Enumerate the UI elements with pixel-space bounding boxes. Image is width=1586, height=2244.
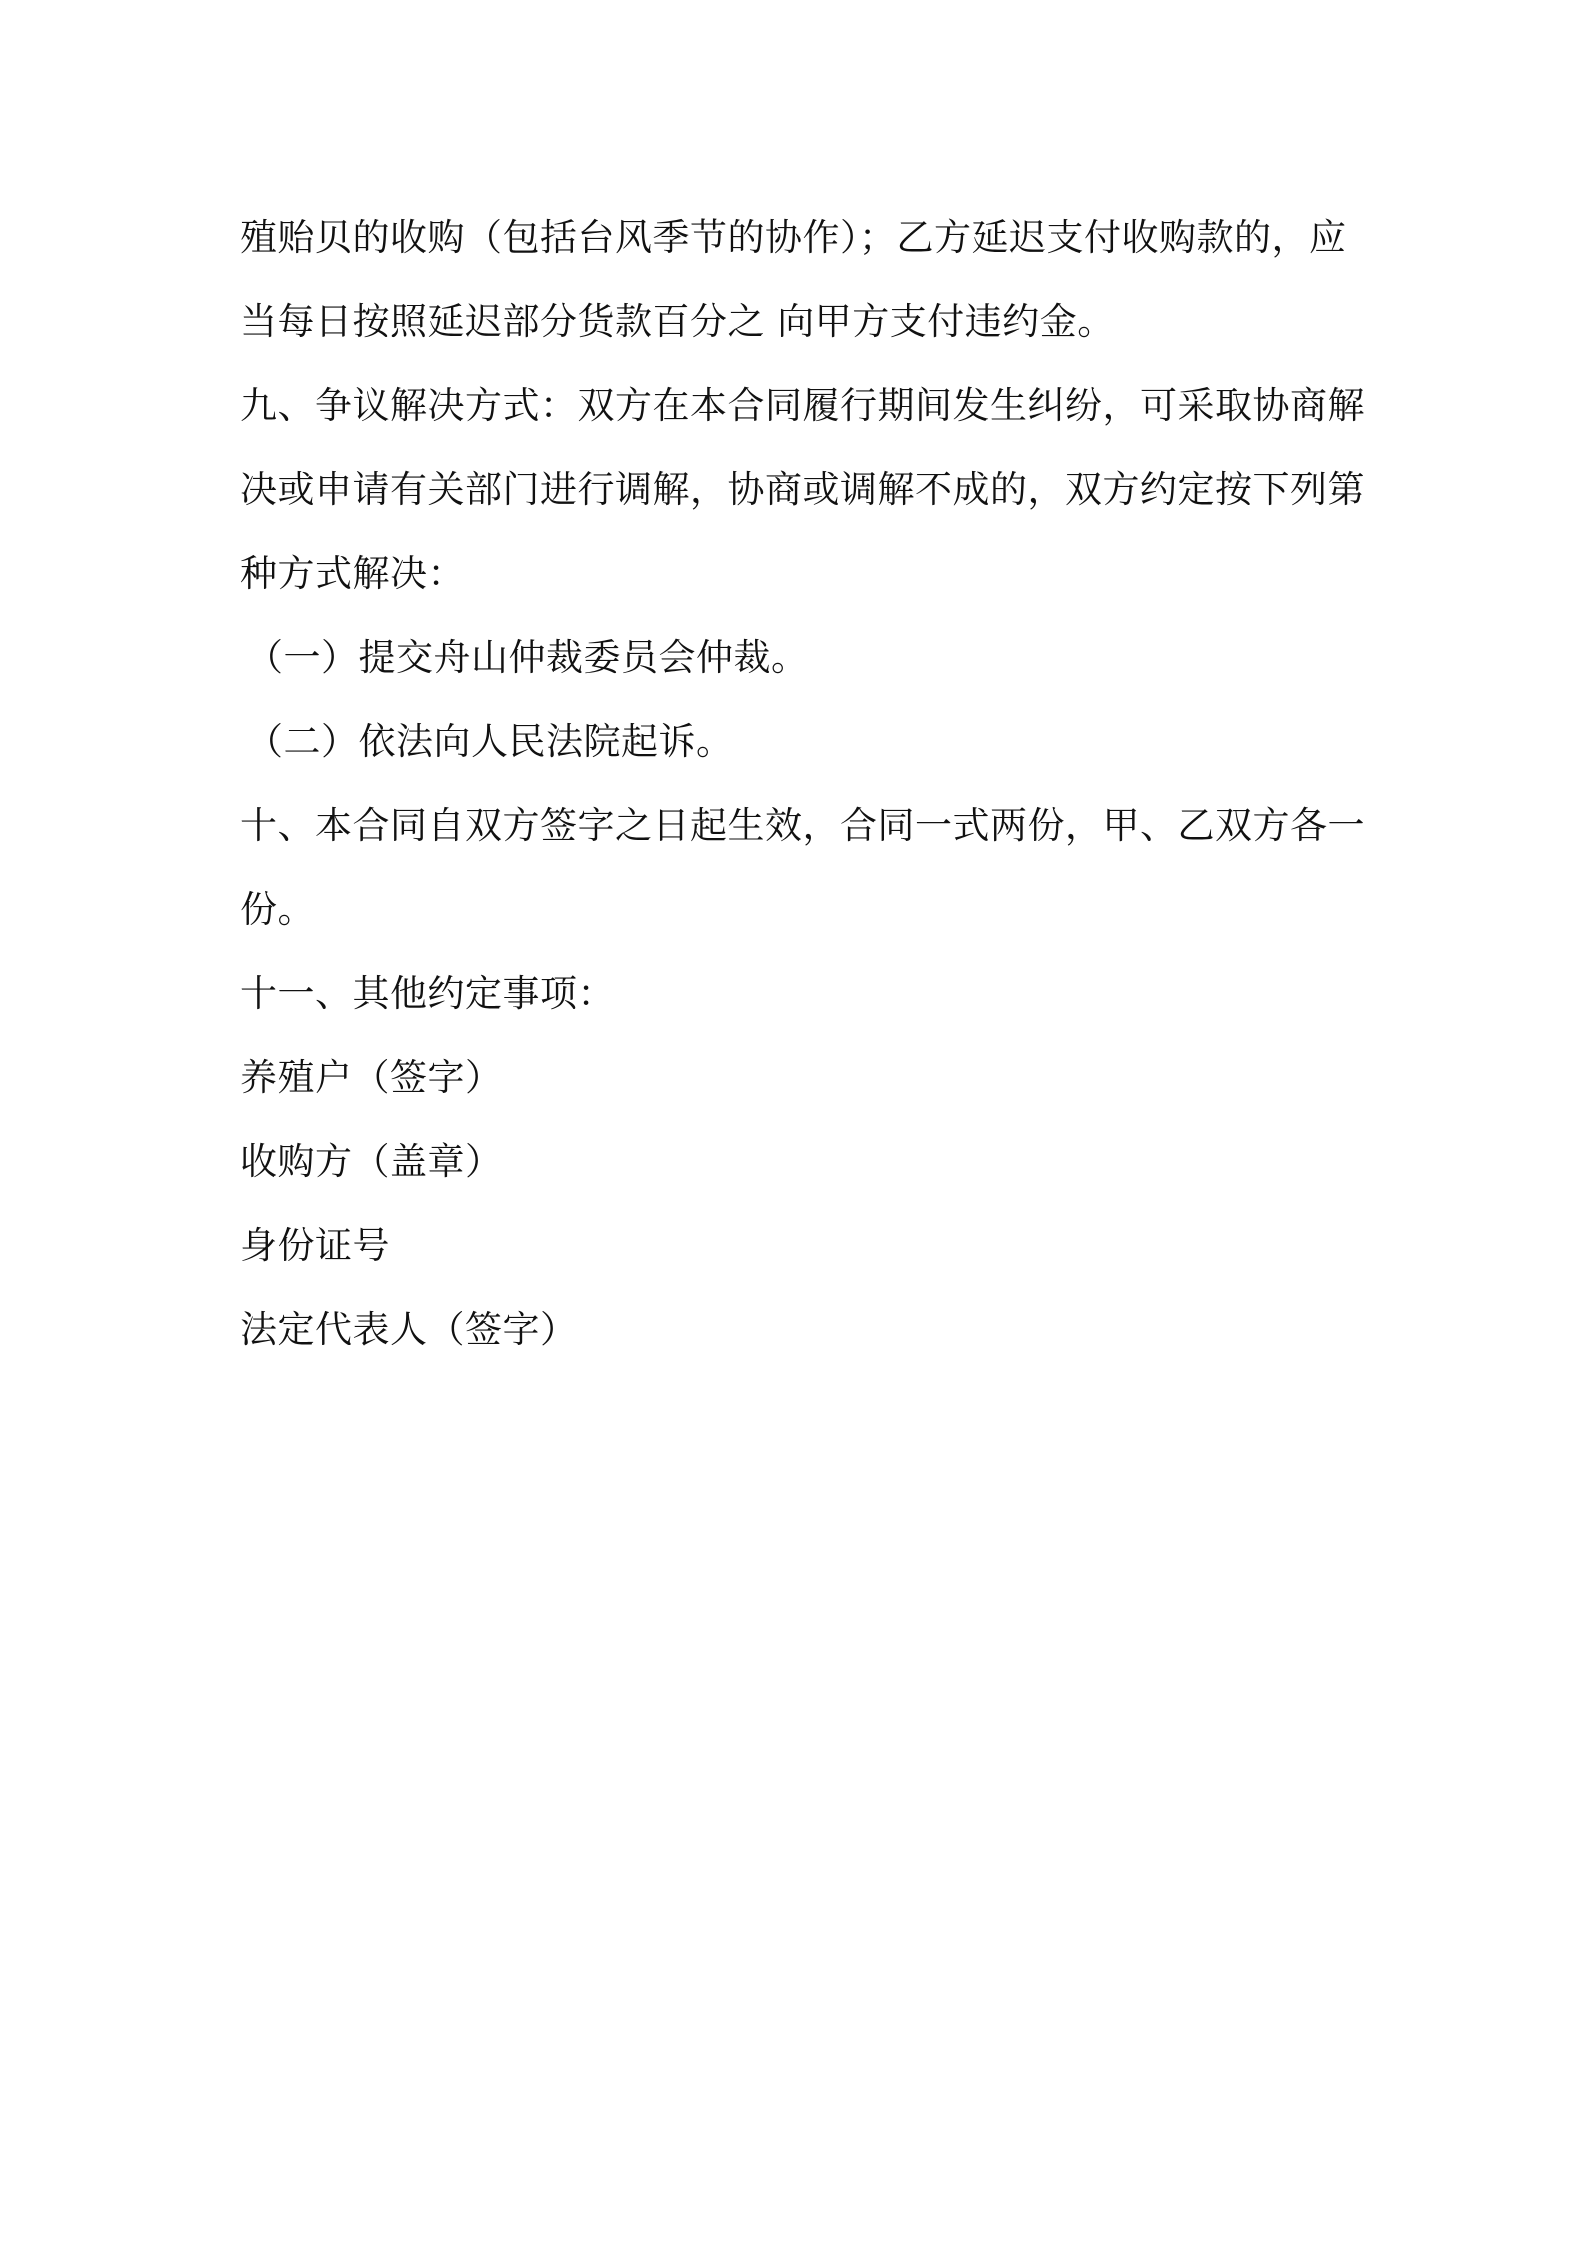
farmer-signature-label: 养殖户（签字） bbox=[240, 1056, 503, 1099]
document-body bbox=[240, 196, 1365, 1372]
clause-10-line: 十、本合同自双方签字之日起生效，合同一式两份，甲、乙双方各一 bbox=[240, 804, 1365, 847]
paragraph-line: 当每日按照延迟部分货款百分之 向甲方支付违约金。 bbox=[240, 300, 1115, 343]
clause-9-line: 九、争议解决方式：双方在本合同履行期间发生纠纷，可采取协商解 bbox=[240, 384, 1365, 427]
buyer-seal-label: 收购方（盖章） bbox=[240, 1140, 503, 1183]
option-1-line: （一）提交舟山仲裁委员会仲裁。 bbox=[246, 636, 809, 679]
paragraph-line: 殖贻贝的收购（包括台风季节的协作）；乙方延迟支付收购款的，应 bbox=[240, 216, 1347, 259]
clause-9-line: 种方式解决： bbox=[240, 552, 465, 595]
legal-rep-signature-label: 法定代表人（签字） bbox=[240, 1308, 578, 1351]
clause-11-line: 十一、其他约定事项： bbox=[240, 972, 615, 1015]
clause-10-line: 份。 bbox=[240, 888, 315, 931]
option-2-line: （二）依法向人民法院起诉。 bbox=[246, 720, 734, 763]
clause-9-line: 决或申请有关部门进行调解，协商或调解不成的，双方约定按下列第 bbox=[240, 468, 1365, 511]
id-number-label: 身份证号 bbox=[240, 1224, 390, 1267]
